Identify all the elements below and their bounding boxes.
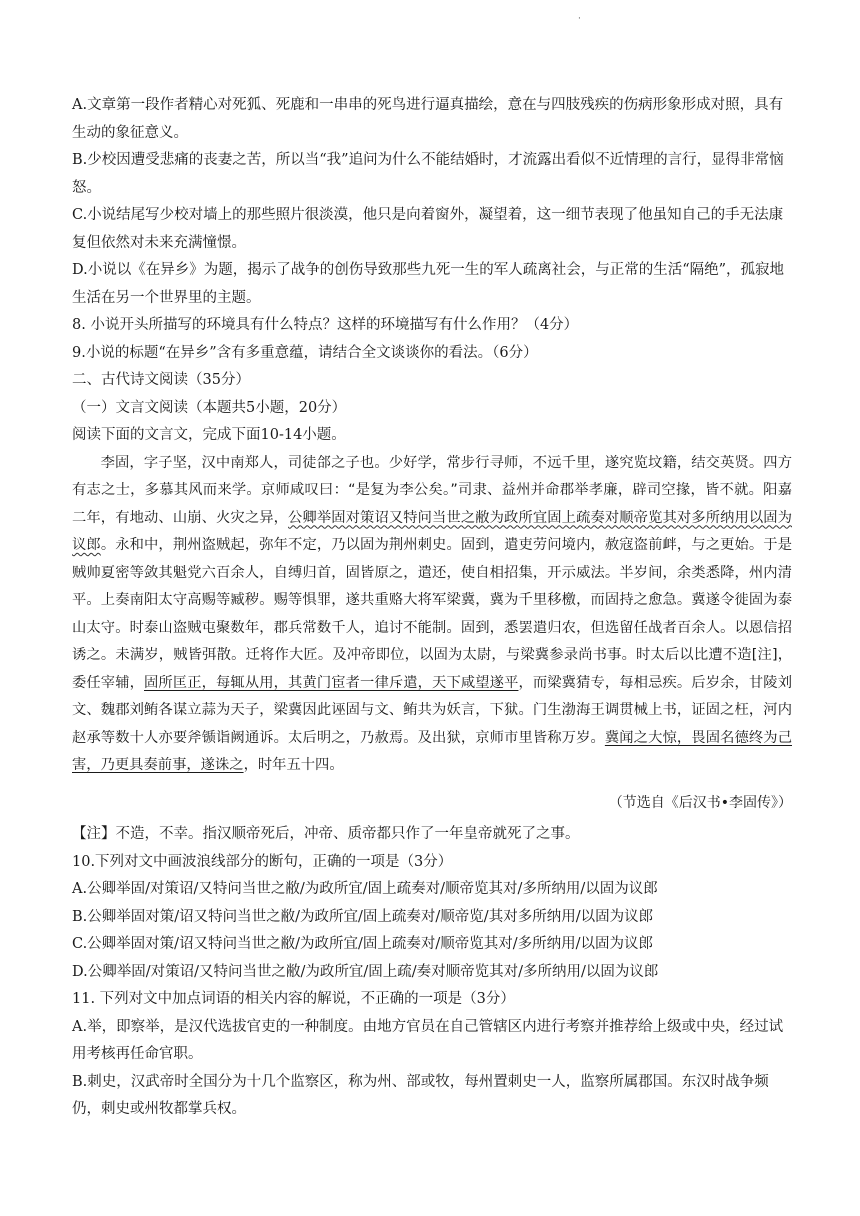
exam-page (72, 92, 792, 1124)
passage-text-2: 。永和中，荆州盗贼起，弥年不定，乃以固为荆州刺史。固到，遣吏劳问境内，赦寇盗前衅，与之更始。于是贼帅夏密等敛其魁党六百余人，自缚归首，固皆原之，遣还，使自相招集，开示威法。半岁间，余类悉降，州内清平。上奏南阳太守高赐等臧秽。赐等惧罪，遂共重赂大将军梁冀，冀为千里移檄，而固持之愈急。冀遂令徙固为泰山太守。时泰山盗贼屯聚数年，郡兵常数千人，追讨不能制。固到，悉罢遣归农，但选留任战者百余人。以恩信招诱之。未满岁，贼皆弭散。迁将作大匠。及冲帝即位，以固为太尉，与梁冀参录尚书事。时太后以比遭不造[注]，委任宰辅， (72, 537, 793, 691)
q11-option-a: A.举，即察举，是汉代选拔官吏的一种制度。由地方官员在自己管辖区内进行考察并推荐给上级或中央，经过试用考核再任命官职。 (72, 1018, 784, 1062)
question-8: 8. 小说开头所描写的环境具有什么特点？这样的环境描写有什么作用？（4分） (72, 317, 579, 333)
q10-option-b: B.公卿举固对策/诏又特问当世之敝/为政所宜/固上疏奏对/顺帝览/其对多所纳用/以固为议郎 (72, 908, 654, 925)
q10-option-d: D.公卿举固/对策诏/又特问当世之敝/为政所宜/固上疏/奏对顺帝览其对/多所纳用/以固为议郎 (72, 963, 659, 980)
passage-source: （节选自《后汉书•李固传》） (608, 794, 792, 811)
passage-text-1: 李固，字子坚，汉中南郑人，司徒郃之子也。少好学，常步行寻师，不远千里，遂究览坟籍，结交英贤。四方有志之士，多慕其风而来学。京师咸叹曰：“是复为李公矣。”司隶、益州并命郡举孝廉，辟司空掾，皆不就。阳嘉二年，有地动、山崩、火灾之异， (72, 454, 792, 526)
q7-option-a: A.文章第一段作者精心对死狐、死鹿和一串串的死鸟进行逼真描绘，意在与四肢残疾的伤病形象形成对照，具有生动的象征意义。 (72, 97, 784, 141)
passage-text-4: ，时年五十四。 (243, 757, 344, 773)
annotation-note: 【注】不造，不幸。指汉顺帝死后，冲帝、质帝都只作了一年皇帝就死了之事。 (72, 826, 580, 842)
subsection-heading: （一）文言文阅读（本题共5小题，20分） (72, 399, 347, 416)
question-10-stem: 10.下列对文中画波浪线部分的断句，正确的一项是（3分） (72, 853, 453, 870)
underlined-sentence-1: 固所匡正，每辄从用，其黄门宦者一律斥遣，天下咸望遂平 (144, 674, 519, 691)
classical-passage (72, 450, 792, 780)
header-mark: · (578, 14, 581, 24)
q7-option-b: B.少校因遭受悲痛的丧妻之苦，所以当“我”追问为什么不能结婚时，才流露出看似不近情理的言行，显得非常恼怒。 (72, 152, 784, 196)
q11-option-b: B.刺史，汉武帝时全国分为十几个监察区，称为州、部或牧，每州置刺史一人，监察所属郡国。东汉时战争频仍，刺史或州牧都掌兵权。 (72, 1073, 769, 1117)
reading-instruction: 阅读下面的文言文，完成下面10-14小题。 (72, 427, 346, 443)
passage-text-3: ，而梁冀猜专，每相忌疾。后岁余，甘陵刘文、魏郡刘鲔各谋立蒜为天子，梁冀因此诬固与文、鲔共为妖言，下狱。门生渤海王调贯械上书，证固之枉，河内赵承等数十人亦要斧锧诣阙通诉。太后明之，乃赦焉。及出狱，京师市里皆称万岁。 (72, 674, 793, 746)
underlined-sentence-2: 冀闻之大惊，畏固名德终为己害，乃更具奏前事，遂诛之 (72, 729, 792, 773)
section-heading: 二、古代诗文阅读（35分） (72, 372, 250, 388)
wavy-underlined-sentence: 公卿举固对策诏又特问当世之敝为政所宜固上疏奏对顺帝览其对多所纳用以固为议郎 (72, 509, 792, 553)
q7-option-d: D.小说以《在异乡》为题，揭示了战争的创伤导致那些九死一生的军人疏离社会，与正常的生活“隔绝”，孤寂地生活在另一个世界里的主题。 (72, 262, 785, 306)
question-11-stem: 11. 下列对文中加点词语的相关内容的解说，不正确的一项是（3分） (72, 991, 515, 1007)
q10-option-a: A.公卿举固/对策诏/又特问当世之敝/为政所宜/固上疏奏对/顺帝览其对/多所纳用/以固为议郎 (72, 881, 658, 897)
q10-option-c: C.公卿举固对策/诏又特问当世之敝/为政所宜/固上疏奏对/顺帝览其对/多所纳用/以固为议郎 (72, 936, 653, 952)
question-9: 9.小说的标题“在异乡”含有多重意蕴，请结合全文谈谈你的看法。（6分） (72, 344, 538, 361)
q7-option-c: C.小说结尾写少校对墙上的那些照片很淡漠，他只是向着窗外，凝望着，这一细节表现了他虽知自己的手无法康复但依然对未来充满憧憬。 (72, 207, 784, 251)
